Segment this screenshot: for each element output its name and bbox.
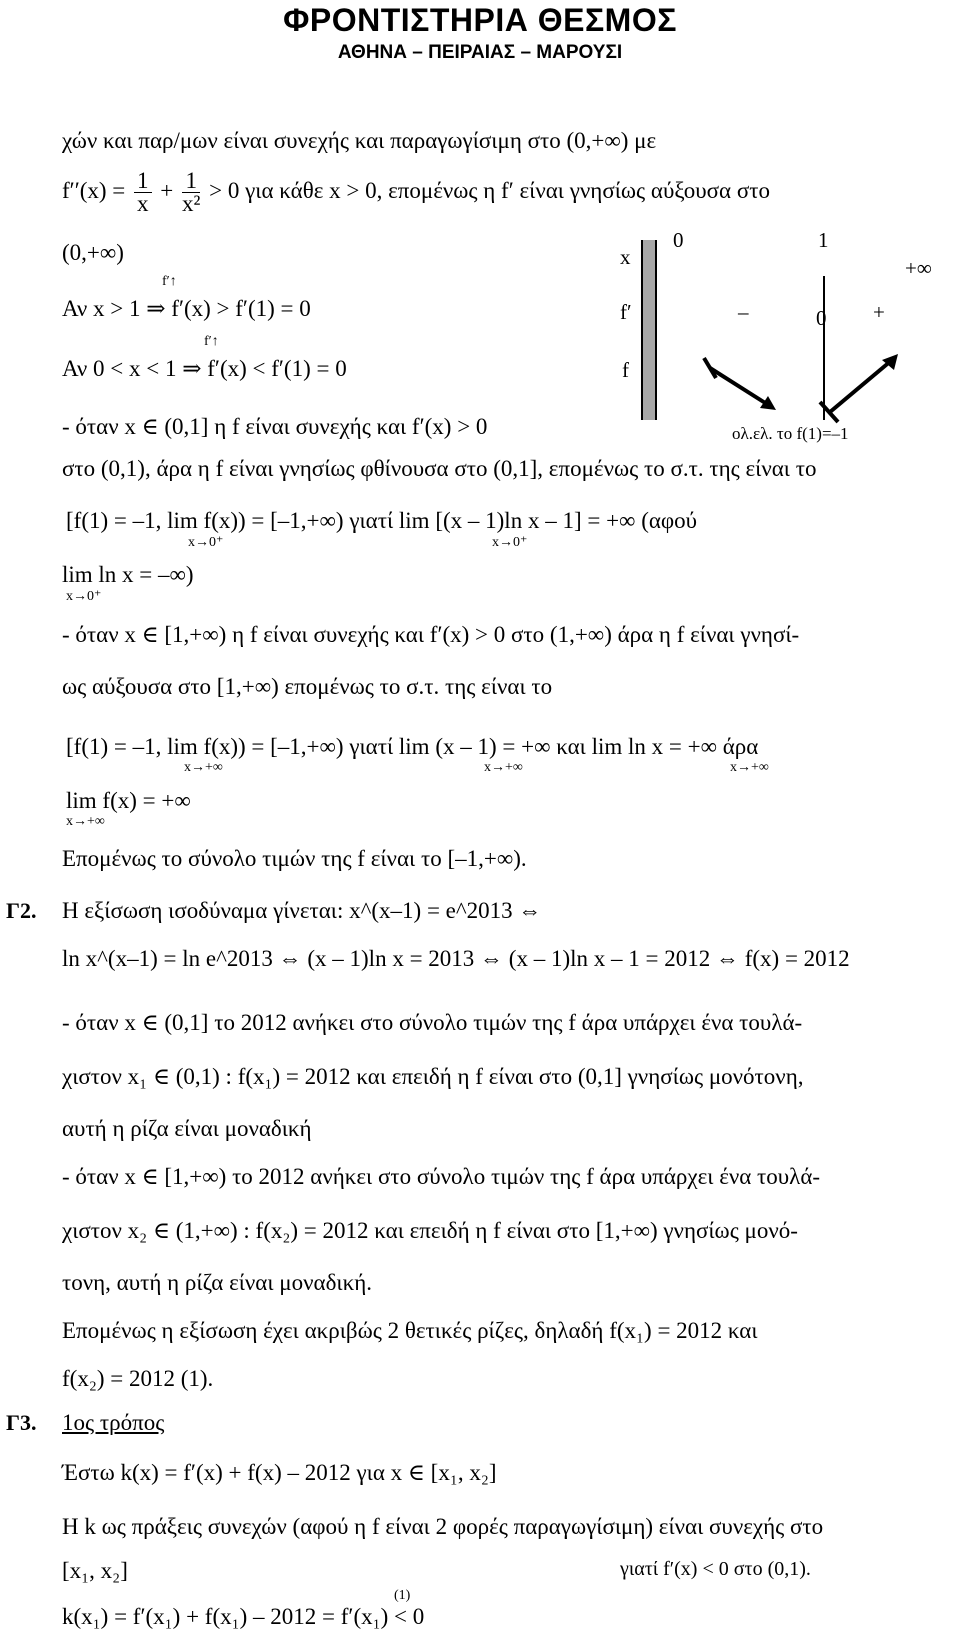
sign-table-row-fprime: f′: [620, 300, 632, 324]
text-line-24: f(x₂) = 2012 (1).: [62, 1366, 214, 1391]
method-heading: 1ος τρόπος: [62, 1410, 165, 1435]
limit-subscript-8b: x→0⁺: [492, 535, 528, 550]
text-line-12: [f(1) = –1, lim f(x)) = [–1,+∞) γιατί lim (x – 1) = +∞ και lim ln x = +∞ άρα: [66, 734, 759, 759]
limit-subscript-12c: x→+∞: [730, 760, 769, 775]
text-line-20: - όταν x ∈ [1,+∞) το 2012 ανήκει στο σύνολο τιμών της f άρα υπάρχει ένα τουλά-: [62, 1164, 821, 1189]
sign-table-fp-zero: 0: [816, 306, 827, 330]
implication-mark-1: f′↑: [162, 274, 177, 289]
text-line-9: lim ln x = –∞): [62, 562, 194, 587]
text-line-4: Αν x > 1 ⇒ f′(x) > f′(1) = 0: [62, 296, 311, 321]
text-line-7: στο (0,1), άρα η f είναι γνησίως φθίνουσα στο (0,1], επομένως το σ.τ. της είναι το: [62, 456, 817, 481]
fraction-1-denominator: x: [137, 191, 149, 216]
arrow-increasing-line: [830, 360, 892, 412]
fraction-2-denominator: x²: [182, 191, 201, 216]
fraction-2-numerator: 1: [182, 170, 200, 193]
text-line-19: αυτή η ρίζα είναι μοναδική: [62, 1116, 312, 1141]
sign-table-fp-minus: –: [738, 300, 749, 324]
text-line-11: ως αύξουσα στο [1,+∞) επομένως το σ.τ. της είναι το: [62, 674, 553, 699]
sign-table-row-x: x: [620, 245, 631, 269]
text-line-15: Η εξίσωση ισοδύναμα γίνεται: x^(x–1) = e^2013 ⇔: [62, 898, 542, 923]
text-line-30: γιατί f′(x) < 0 στο (0,1).: [620, 1558, 811, 1580]
limit-subscript-12b: x→+∞: [484, 760, 523, 775]
reference-mark-29: (1): [394, 1588, 411, 1603]
text-line-18: χιστον x₁ ∈ (0,1) : f(x₁) = 2012 και επειδή η f είναι στο (0,1] γνησίως μονότονη,: [62, 1064, 804, 1089]
equation-fpp-lhs: f′′(x) =: [62, 177, 126, 203]
limit-subscript-9: x→0⁺: [66, 589, 102, 604]
text-line-13: lim f(x) = +∞: [66, 788, 191, 813]
text-line-8: [f(1) = –1, lim f(x)) = [–1,+∞) γιατί lim [(x – 1)ln x – 1] = +∞ (αφού: [66, 508, 698, 533]
text-line-23: Επομένως η εξίσωση έχει ακριβώς 2 θετικές ρίζες, δηλαδή f(x₁) = 2012 και: [62, 1318, 758, 1343]
section-label-g3: Γ3.: [6, 1410, 37, 1435]
text-line-22: τονη, αυτή η ρίζα είναι μοναδική.: [62, 1270, 372, 1295]
page-header-title: ΦΡΟΝΤΙΣΤΗΡΙΑ ΘΕΣΜΟΣ: [283, 2, 677, 38]
fraction-1-over-x: [134, 170, 152, 215]
text-line-10: - όταν x ∈ [1,+∞) η f είναι συνεχής και f′(x) > 0 στο (1,+∞) άρα η f είναι γνησί-: [62, 622, 800, 647]
text-line-26: Έστω k(x) = f′(x) + f(x) – 2012 για x ∈ [x₁, x₂]: [62, 1460, 497, 1485]
limit-subscript-13: x→+∞: [66, 814, 105, 829]
sign-table-x-one: 1: [818, 228, 829, 252]
equation-fpp-rhs: > 0 για κάθε x > 0, επομένως η f′ είναι γνησίως αύξουσα στο: [209, 177, 770, 203]
text-line-1: χών και παρ/μων είναι συνεχής και παραγωγίσιμη στο (0,+∞) με: [62, 128, 657, 153]
sign-table-fp-plus: +: [873, 300, 885, 324]
limit-subscript-12a: x→+∞: [184, 760, 223, 775]
arrow-decreasing-line: [710, 368, 770, 406]
page-header-subtitle: ΑΘΗΝΑ – ΠΕΙΡΑΙΑΣ – ΜΑΡΟΥΣΙ: [337, 42, 623, 63]
text-line-21: χιστον x₂ ∈ (1,+∞) : f(x₂) = 2012 και επειδή η f είναι στο [1,+∞) γνησίως μονό-: [62, 1218, 798, 1243]
fraction-1-numerator: 1: [134, 170, 152, 193]
text-line-29: k(x₁) = f′(x₁) + f(x₁) – 2012 = f′(x₁) < 0: [62, 1604, 425, 1629]
sign-table-x-zero: 0: [673, 228, 684, 252]
section-label-g2: Γ2.: [6, 898, 37, 923]
text-line-14: Επομένως το σύνολο τιμών της f είναι το [–1,+∞).: [62, 846, 527, 871]
plus-sign: +: [160, 177, 174, 203]
text-line-16: ln x^(x–1) = ln e^2013 ⇔ (x – 1)ln x = 2013 ⇔ (x – 1)ln x – 1 = 2012 ⇔ f(x) = 2012: [62, 946, 850, 971]
text-line-3: (0,+∞): [62, 240, 124, 265]
text-line-5: Αν 0 < x < 1 ⇒ f′(x) < f′(1) = 0: [62, 356, 347, 381]
sign-table-note: ολ.ελ. το f(1)=–1: [732, 424, 849, 443]
limit-subscript-8a: x→0⁺: [188, 535, 224, 550]
sign-table-row-f: f: [622, 358, 629, 382]
sign-table-gray-column: [642, 240, 656, 420]
text-line-28: [x₁, x₂]: [62, 1558, 128, 1583]
text-line-27: Η k ως πράξεις συνεχών (αφού η f είναι 2 φορές παραγωγίσιμη) είναι συνεχής στο: [62, 1514, 824, 1539]
fraction-1-over-x2: [182, 170, 200, 215]
text-line-2: [62, 170, 770, 215]
text-line-17: - όταν x ∈ (0,1] το 2012 ανήκει στο σύνολο τιμών της f άρα υπάρχει ένα τουλά-: [62, 1010, 803, 1035]
sign-table-x-inf: +∞: [905, 256, 932, 280]
arrow-decreasing-tail: [704, 358, 716, 378]
implication-mark-2: f′↑: [204, 334, 219, 349]
text-line-6: - όταν x ∈ (0,1] η f είναι συνεχής και f′(x) > 0: [62, 414, 488, 439]
